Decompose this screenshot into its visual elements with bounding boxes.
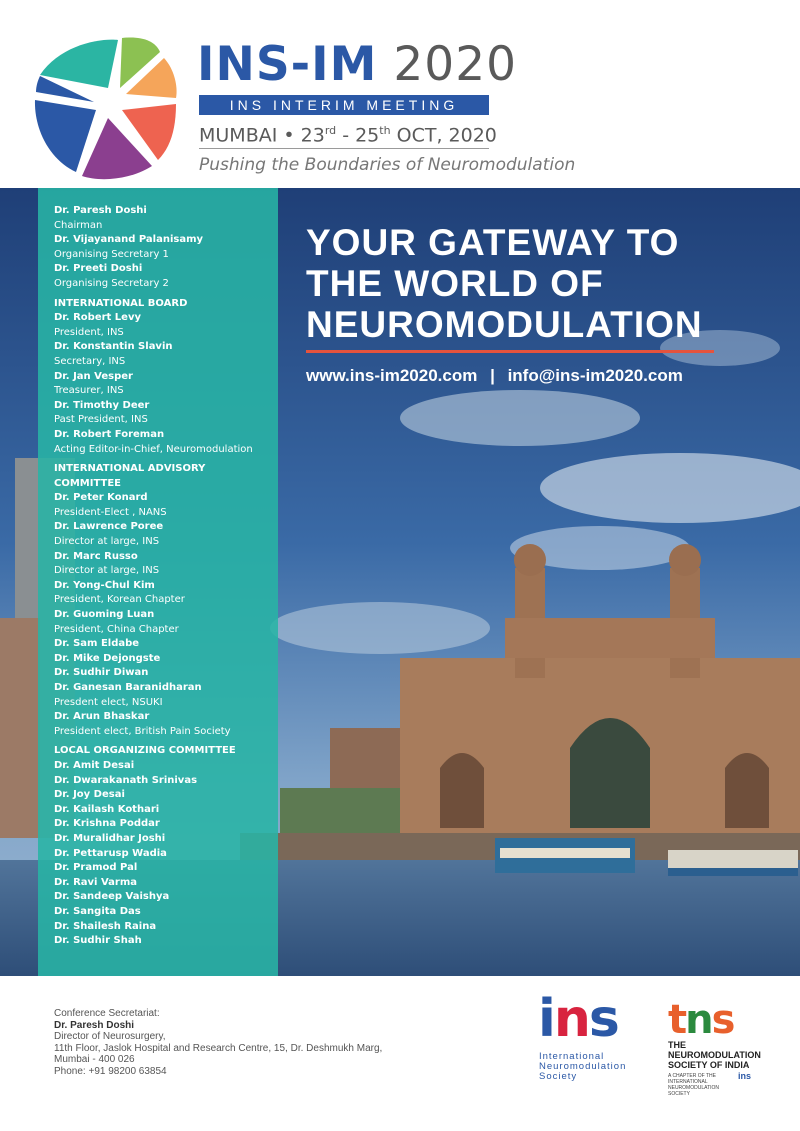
- event-subtitle: INS INTERIM MEETING: [199, 95, 489, 115]
- committee-member-role: President, China Chapter: [54, 623, 179, 635]
- committee-member-role: Treasurer, INS: [54, 385, 124, 397]
- committee-member-role: President, Korean Chapter: [54, 594, 185, 606]
- committee-member-name: Dr. Arun Bhaskar: [54, 711, 150, 723]
- nsi-ins-mark: ins: [738, 1071, 752, 1081]
- committee-member-name: Dr. Pettarusp Wadia: [54, 847, 167, 859]
- committee-member-name: Dr. Guoming Luan: [54, 609, 155, 621]
- committee-member-role: Director at large, INS: [54, 536, 160, 548]
- website-link[interactable]: www.ins-im2020.com: [306, 366, 478, 385]
- committee-member-name: Dr. Sam Eldabe: [54, 638, 140, 650]
- date-dash: -: [342, 124, 356, 147]
- committee-member-name: Dr. Joy Desai: [54, 789, 125, 801]
- nsi-logo-text: [668, 1040, 761, 1070]
- committee-member-name: Dr. Robert Foreman: [54, 428, 165, 440]
- nsi-logo-line: SOCIETY OF INDIA: [668, 1060, 750, 1070]
- committee-member-name: Dr. Vijayanand Palanisamy: [54, 234, 204, 246]
- conference-secretariat: [54, 1008, 382, 1077]
- committee-member-name: Dr. Timothy Deer: [54, 399, 150, 411]
- committee-member-role: Director at large, INS: [54, 565, 160, 577]
- secretariat-line: Mumbai - 400 026: [54, 1054, 135, 1065]
- committee-member-role: Organising Secretary 2: [54, 277, 169, 289]
- event-city: MUMBAI: [199, 124, 278, 147]
- committee-member-name: Dr. Dwarakanath Srinivas: [54, 774, 198, 786]
- committee-list: [54, 204, 274, 949]
- committee-member-name: Dr. Sandeep Vaishya: [54, 891, 170, 903]
- section-heading-advisory: INTERNATIONAL ADVISORY COMMITTEE: [54, 463, 206, 489]
- event-dates: [199, 118, 497, 148]
- ins-im-star-logo: [30, 30, 185, 185]
- committee-member-name: Dr. Sangita Das: [54, 905, 141, 917]
- section-heading-international-board: INTERNATIONAL BOARD: [54, 297, 188, 309]
- event-name: INS-IM: [197, 37, 378, 92]
- nsi-logo-line: THE: [668, 1040, 686, 1050]
- committee-member-name: Dr. Marc Russo: [54, 550, 138, 562]
- committee-panel: [38, 188, 278, 976]
- committee-member-name: Dr. Ravi Varma: [54, 876, 138, 888]
- date-end-sup: th: [379, 124, 391, 137]
- headline-underline: [306, 350, 714, 353]
- committee-member-name: Dr. Muralidhar Joshi: [54, 832, 166, 844]
- nsi-logo: tns: [668, 997, 734, 1043]
- headline-line: YOUR GATEWAY TO: [306, 222, 680, 263]
- bullet-separator: •: [283, 124, 301, 147]
- secretariat-name: Dr. Paresh Doshi: [54, 1019, 135, 1031]
- date-month-year: OCT, 2020: [396, 124, 497, 147]
- committee-member-role: President-Elect , NANS: [54, 506, 167, 518]
- header-divider: [199, 148, 489, 149]
- committee-member-name: Dr. Shailesh Raina: [54, 920, 157, 932]
- date-start-sup: rd: [324, 124, 337, 137]
- committee-member-name: Dr. Paresh Doshi: [54, 205, 147, 216]
- ins-logo-line: International: [539, 1051, 605, 1062]
- committee-member-role: Acting Editor-in-Chief, Neuromodulation: [54, 443, 253, 455]
- committee-member-role: Secretary, INS: [54, 355, 126, 367]
- event-title: [197, 36, 517, 94]
- headline-line: THE WORLD OF: [306, 263, 604, 304]
- event-year: 2020: [393, 37, 518, 92]
- headline-line: NEUROMODULATION: [306, 304, 703, 345]
- committee-member-name: Dr. Lawrence Poree: [54, 521, 164, 533]
- committee-member-name: Dr. Pramod Pal: [54, 862, 138, 874]
- committee-member-name: Dr. Sudhir Diwan: [54, 667, 149, 679]
- committee-member-name: Dr. Amit Desai: [54, 759, 135, 771]
- committee-member-name: Dr. Jan Vesper: [54, 370, 133, 382]
- secretariat-label: Conference Secretariat:: [54, 1008, 160, 1019]
- ins-logo-line: Neuromodulation: [539, 1061, 627, 1072]
- committee-member-name: Dr. Ganesan Baranidharan: [54, 682, 202, 693]
- secretariat-line: Phone: +91 98200 63854: [54, 1065, 167, 1077]
- committee-member-role: President, INS: [54, 326, 124, 338]
- date-start: 23: [300, 124, 325, 147]
- committee-member-role: Chairman: [54, 219, 103, 231]
- ins-logo-line: Society: [539, 1071, 578, 1082]
- email-link[interactable]: info@ins-im2020.com: [507, 366, 683, 385]
- nsi-logo-line: NEUROMODULATION: [668, 1050, 761, 1060]
- committee-member-name: Dr. Peter Konard: [54, 492, 148, 504]
- secretariat-line: 11th Floor, Jaslok Hospital and Research Centre, 15, Dr. Deshmukh Marg,: [54, 1042, 383, 1054]
- committee-member-role: Past President, INS: [54, 414, 148, 426]
- ins-logo-text: [539, 1052, 626, 1082]
- committee-member-name: Dr. Preeti Doshi: [54, 263, 143, 275]
- contact-line: [306, 366, 683, 386]
- nsi-chapter-note: A CHAPTER OF THE INTERNATIONAL NEUROMODULATION SOCIETY: [668, 1073, 720, 1097]
- committee-member-role: President elect, British Pain Society: [54, 725, 231, 737]
- section-heading-local: LOCAL ORGANIZING COMMITTEE: [54, 745, 236, 757]
- committee-member-name: Dr. Yong-Chul Kim: [54, 579, 155, 591]
- committee-member-name: Dr. Krishna Poddar: [54, 818, 160, 830]
- committee-member-name: Dr. Sudhir Shah: [54, 935, 142, 947]
- header: [0, 0, 800, 188]
- secretariat-line: Director of Neurosurgery,: [54, 1031, 166, 1042]
- date-end: 25: [355, 124, 380, 147]
- contact-separator: |: [490, 366, 495, 385]
- committee-member-role: Presdent elect, NSUKI: [54, 696, 163, 708]
- committee-member-role: Organising Secretary 1: [54, 248, 169, 260]
- committee-member-name: Dr. Mike Dejongste: [54, 652, 161, 664]
- hero-headline: [306, 222, 703, 345]
- committee-member-name: Dr. Konstantin Slavin: [54, 341, 173, 353]
- ins-logo: ins: [538, 989, 618, 1049]
- committee-member-name: Dr. Kailash Kothari: [54, 803, 160, 815]
- committee-member-name: Dr. Robert Levy: [54, 312, 141, 324]
- event-tagline: Pushing the Boundaries of Neuromodulation: [199, 155, 576, 175]
